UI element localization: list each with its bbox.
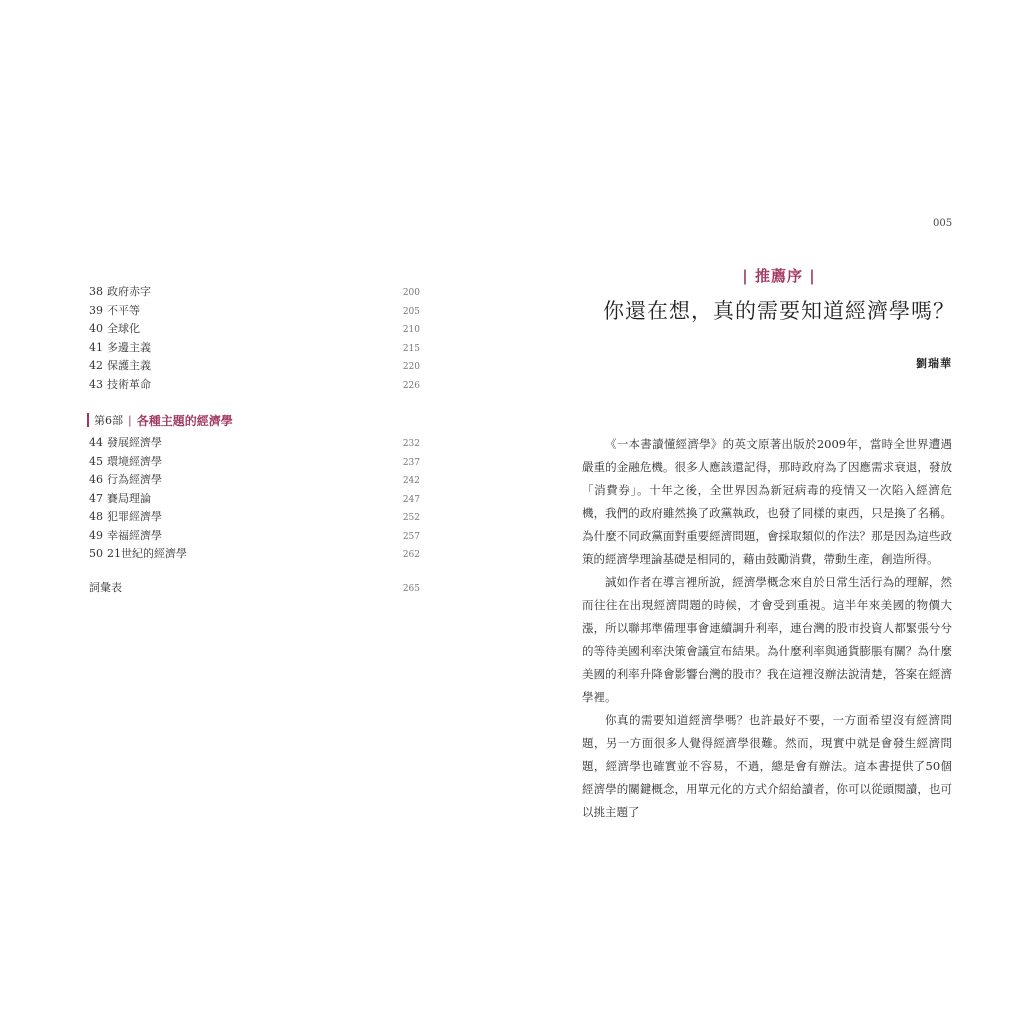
toc-row[interactable]	[89, 320, 420, 339]
toc-number: 50	[89, 547, 103, 560]
toc-list-part5	[89, 283, 420, 394]
toc-title: 多邊主義	[107, 340, 151, 354]
toc-number: 45	[89, 454, 103, 468]
toc-title: 政府赤字	[107, 285, 151, 298]
paragraph: 《一本書讀懂經濟學》的英文原著出版於2009年，當時全世界遭遇嚴重的金融危機。很多人應該還記得，那時政府為了因應需求衰退，發放「消費券」。十年之後，全世界因為新冠病毒的疫情又一次陷入經濟危機，我們的政府雖然換了政黨執政，也發了同樣的東西，只是換了名稱。為什麼不同政黨面對重要經濟問題，會採取類似的作法？那是因為這些政策的經濟學理論基礎是相同的，藉由鼓勵消費，帶動生產，創造所得。	[582, 437, 952, 566]
toc-page-number: 262	[402, 550, 420, 560]
toc-title: 行為經濟學	[107, 473, 162, 486]
toc-page-number: 210	[402, 325, 420, 335]
toc-title: 發展經濟學	[107, 436, 162, 449]
toc-row[interactable]	[89, 490, 420, 509]
toc-title: 技術革命	[107, 377, 151, 391]
toc-row[interactable]	[89, 545, 420, 564]
paragraph: 誠如作者在導言裡所說，經濟學概念來自於日常生活行為的理解，然而往往在出現經濟問題的時候，才會受到重視。這半年來美國的物價大漲，所以聯邦準備理事會連續調升利率，連台灣的股市投資人都緊張兮兮的等待美國利率決策會議宣布結果。為什麼利率與通貨膨脹有關？為什麼美國的利率升降會影響台灣的股市？我在這裡沒辦法說清楚，答案在經濟學裡。	[582, 575, 952, 704]
toc-row[interactable]	[89, 302, 420, 321]
toc-row[interactable]	[89, 376, 420, 395]
toc-title: 環境經濟學	[107, 454, 162, 468]
toc-page-number: 226	[402, 380, 420, 391]
toc-number: 46	[89, 473, 103, 486]
toc-number: 48	[89, 510, 103, 523]
toc-title: 不平等	[107, 303, 140, 317]
toc-row[interactable]	[89, 471, 420, 490]
toc-title: 犯罪經濟學	[107, 510, 162, 523]
toc-number: 43	[89, 377, 103, 391]
toc-number: 40	[89, 322, 103, 335]
toc-row[interactable]	[89, 283, 420, 302]
toc-row[interactable]	[89, 453, 420, 472]
part-separator: |	[128, 413, 132, 427]
toc-glossary-row[interactable]	[89, 579, 420, 595]
toc-row[interactable]	[89, 357, 420, 376]
toc-title: 21世紀的經濟學	[107, 547, 187, 560]
toc-number: 42	[89, 359, 103, 372]
paragraph: 你真的需要知道經濟學嗎？也許最好不要，一方面希望沒有經濟問題，另一方面很多人覺得經濟學很難。然而，現實中就是會發生經濟問題，經濟學也確實並不容易，不過，總是會有辦法。這本書提供了50個經濟學的關鍵概念，用單元化的方式介紹給讀者，你可以從頭閱讀，也可以挑主題了	[582, 713, 952, 819]
page-title: 你還在想，真的需要知道經濟學嗎？	[603, 299, 955, 323]
toc-page-number: 242	[402, 476, 420, 486]
toc-page-number: 257	[402, 531, 420, 542]
toc-page-number: 247	[402, 494, 420, 505]
part-marker-bar	[87, 413, 89, 427]
toc-page-number: 200	[402, 288, 420, 298]
toc-row[interactable]	[89, 527, 420, 546]
toc-row[interactable]	[89, 508, 420, 527]
section-label	[512, 265, 1024, 286]
toc-title: 詞彙表	[89, 581, 122, 594]
section-label-bar-left: |	[742, 267, 749, 285]
foreword-body	[582, 433, 952, 824]
part-title: 各種主題的經濟學	[136, 413, 233, 428]
toc-title: 全球化	[107, 322, 140, 335]
toc-title: 幸福經濟學	[107, 528, 162, 542]
section-label-text: 推薦序	[754, 267, 803, 285]
toc-row[interactable]	[89, 339, 420, 358]
toc-title: 保護主義	[107, 359, 151, 372]
toc-page-number: 237	[402, 457, 420, 468]
toc-page-number: 215	[402, 343, 420, 354]
toc-page-number: 265	[402, 584, 420, 594]
toc-row[interactable]	[89, 434, 420, 453]
toc-number: 39	[89, 303, 103, 317]
part-header[interactable]	[87, 411, 233, 429]
author-name: 劉瑞華	[916, 357, 952, 370]
toc-number: 44	[89, 436, 103, 449]
toc-number: 38	[89, 285, 103, 298]
part-label: 第6部	[94, 414, 123, 427]
page-number: 005	[933, 218, 953, 229]
section-label-bar-right: |	[809, 267, 816, 285]
toc-page-number: 252	[402, 513, 420, 523]
toc-number: 47	[89, 491, 103, 505]
toc-number: 49	[89, 528, 103, 542]
toc-page-number: 205	[402, 306, 420, 317]
toc-page-number: 220	[402, 362, 420, 372]
foreword-page	[512, 0, 1024, 1024]
toc-number: 41	[89, 340, 103, 354]
toc-title: 賽局理論	[107, 491, 151, 505]
toc-page-number: 232	[402, 439, 420, 449]
toc-list-part6	[89, 434, 420, 564]
